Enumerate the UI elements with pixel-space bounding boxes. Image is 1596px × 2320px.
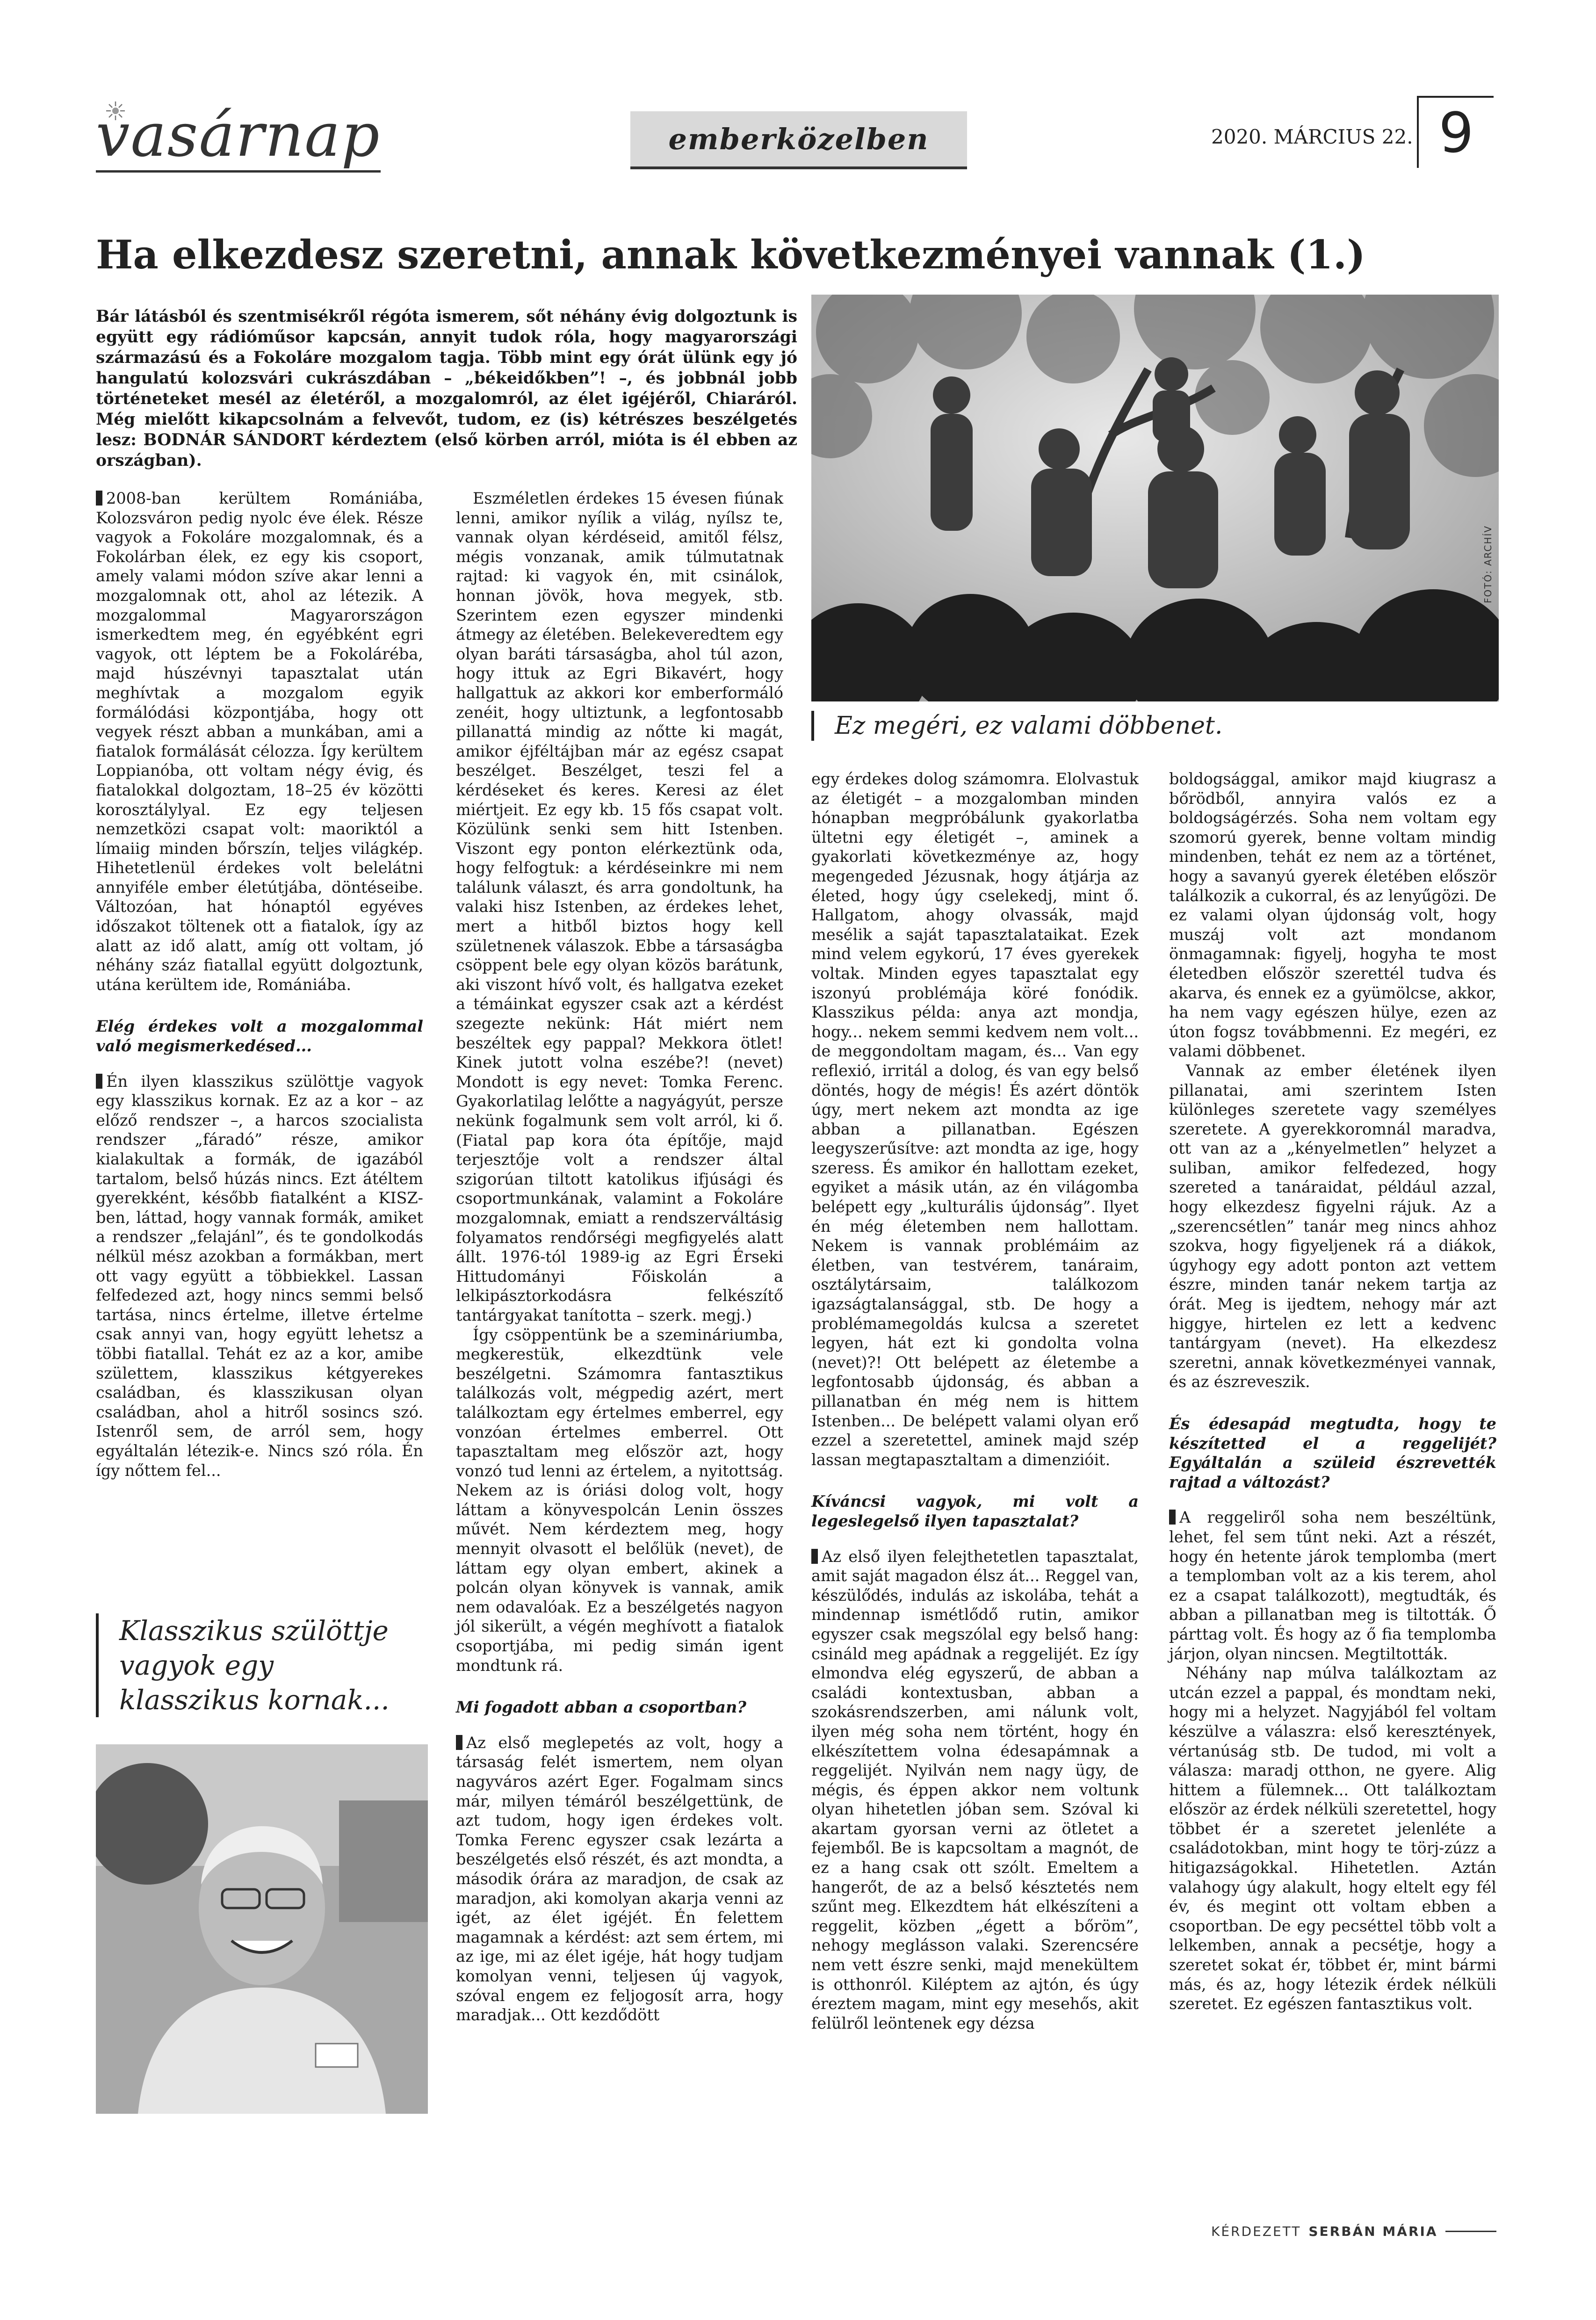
article-headline: Ha elkezdesz szeretni, annak következményei vannak (1.) [96,231,1365,278]
paragraph-marker-icon [96,1074,102,1089]
paragraph-marker-icon [1169,1510,1176,1525]
paragraph: boldogsággal, amikor majd kiugrasz a bőrödből, annyira valós ez a boldogságérzés. Soha nem voltam egy szomorú gyerek, benne voltam mindig mindenben, tehát ez nem az a történet, hogy a savanyú gyerek életében először találkozik a cukorral, és az lenyűgözi. De ez valami olyan újdonság volt, hogy muszáj volt azt mondanom önmagamnak: figyelj, hogyha te most életedben először szerettél tudva és akarva, és ennek ez a gyümölcse, akkor, ha nem vagy egészen hülye, ezen az úton fogsz továbbmenni. Ez megéri, ez valami döbbenet. [1169,770,1496,1061]
paragraph: egy érdekes dolog számomra. Elolvastuk az életigét – a mozgalomban minden hónapban megpróbálunk gyakorlatba ültetni egy életigét –, aminek a gyakorlati következménye az, hogy megengeded Jézusnak, hogy átjárja az életed, hogy úgy cselekedj, mint ő. Hallgatom, ahogy olvassák, majd mesélik a saját tapasztalataikat. Ezek mind velem egykorú, 17 éves gyerekek voltak. Minden egyes tapasztalat egy iszonyú problémája köré fonódik. Klasszikus példa: anya azt mondja, hogy... nekem semmi kedvem nem volt... de meggondoltam magam, és... Van egy reflexió, irritál a dolog, és van egy belső döntés, hogy de mégis! És azért döntök úgy, mert nekem azt mondta az ige abban a pillanatban. Egészen leegyszerűsítve: azt mondta az ige, hogy szeress. És amikor én hallottam ezeket, egyiket a másik után, az én világomba belépett egy „kulturális újdonság”. Ilyet én még életemben nem hallottam. Nekem is vannak problémáim az életben, van testvérem, tanáraim, osztálytársaim, találkozom igazságtalansággal, stb. De hogy a problémamegoldás kulcsa a szeretet legyen, hát ezt ki gondolta volna (nevet)?! Ott belépett az életembe a legfontosabb újdonság, és abban a pillanatban én még nem is hittem Istenben... De belépett valami olyan erő ezzel a szeretettel, aminek majd szép lassan megtapasztaltam a dimenzióit. [811,770,1139,1469]
author-name: SERBÁN MÁRIA [1308,2224,1438,2239]
photo-caption: Ez megéri, ez valami döbbenet. [811,711,1489,741]
column-2 [456,489,783,2025]
issue-date: 2020. MÁRCIUS 22. [1211,125,1413,148]
byline-rule [1445,2231,1496,2232]
paragraph-marker-icon [96,491,102,506]
group-photo [811,295,1499,701]
paragraph: Én ilyen klasszikus szülöttje vagyok egy klasszikus kornak. Ez az a kor – az előző rendszer –, a harcos szocialista rendszer „fáradó” része, amikor kialakultak a formák, de igazából tartalom, belső húzás nincs. Ezt átéltem gyerekként, később fiatalként a KISZ-ben, láttad, hogy vannak formák, amiket a rendszer „felajánl”, és te gondolkodás nélkül mész azokban a formákban, mert ott vagy együtt a többiekkel. Lassan felfedezed azt, hogy nincs semmi belső tartása, nincs értelme, illetve értelme csak annyi van, hogy együtt lehetsz a többi fiatallal. Tehát ez az a kor, amibe születtem, klasszikus kétgyerekes családban, és klasszikusan olyan családban, ahol a hitről sosincs szó. Istenről sem, de arról sem, hogy egyáltalán létezik-e. Nincs szó róla. Én így nőttem fel... [96,1072,423,1480]
paragraph: Az első ilyen felejthetetlen tapasztalat, amit saját magadon élsz át... Reggel van, készülődés, indulás az iskolába, tehát a mindennap ismétlődő rutin, amikor egyszer csak megszólal egy belső hang: csináld meg apádnak a reggelijét. Ez így elmondva elég egyszerű, de abban a családi kontextusban, abban a szokásrendszerben, ami nálunk volt, ilyen még soha nem történt, hogy én elkészítettem volna édesapámnak a reggelijét. Nyilván nem nagy ügy, de mégis, és éppen akkor nem voltunk olyan hihetetlen jóban sem. Szóval ki akartam gyorsan verni az ötletet a fejemből. Be is kapcsoltam a magnót, de ez a hang csak ott szólt. Emeltem a hangerőt, de az a belső késztetés nem szűnt meg. Elkezdtem hát elkészíteni a reggelit, közben „égett a bőröm”, nehogy meglásson valaki. Szerencsére nem vett észre senki, majd menekültem is otthonról. Kiléptem az ajtón, és úgy éreztem magam, mint egy mesehős, akit felülről leöntenek egy dézsa [811,1547,1139,2032]
column-3 [811,769,1139,2033]
paragraph: A reggeliről soha nem beszéltünk, lehet, fel sem tűnt neki. Azt a részét, hogy én hetente járok templomba (mert a templomban volt az a kis terem, ahol ez a csapat találkozott), megtudták, és abban a pillanatban meg is tiltották. Ő párttag volt. És hogy az ő fia templomba járjon, olyan nincsen. Megtiltották. [1169,1508,1496,1663]
author-byline [1211,2224,1496,2239]
column-4 [1169,769,1496,2014]
portrait-photo [96,1744,428,2114]
paragraph: Az első meglepetés az volt, hogy a társaság felét ismertem, nem olyan nagyváros azért Eger. Fogalmam sincs már, milyen témáról beszélgettünk, de azt tudom, hogy igen érdekes volt. Tomka Ferenc egyszer csak lezárta a beszélgetés első részét, és azt mondta, a második órára az maradjon, de csak az maradjon, aki komolyan akarja venni az igét, az élet igéjét. Én felettem magamnak a kérdést: azt sem értem, mi az ige, mi az élet igéje, hát hogy tudjam komolyan venni, teljesen új vagyok, szóval engem ez feljogosít arra, hogy maradjak... Ott kezdődött [456,1733,783,2024]
photo-credit: FOTÓ: ARCHÍV [1482,525,1494,603]
interview-question: Mi fogadott abban a csoportban? [456,1698,746,1717]
author-label: KÉRDEZETT [1211,2224,1301,2239]
article-lead: Bár látásból és szentmisékről régóta ismerem, sőt néhány évig dolgoztunk is együtt egy rádióműsor kapcsán, annyit tudok róla, hogy magyarországi származású és a Fokoláre mozgalom tagja. Több mint egy órát ülünk egy jó hangulatú kolozsvári cukrászdában – „békeidőkben”! –, és jobbnál jobb történeteket mesél az életéről, a mozgalomról, az élet igéjéről, Chiaráról. Még mielőtt kikapcsolnám a felvevőt, tudom, ez (is) kétrészes beszélgetés lesz: BODNÁR SÁNDORT kérdeztem (első körben arról, mióta is él ebben az országban). [96,307,797,470]
newspaper-title: vasárnap [96,101,381,170]
section-label: emberközelben [630,111,967,169]
interview-question: Kíváncsi vagyok, mi volt a legeslegelső ilyen tapasztalat? [811,1492,1139,1530]
paragraph: Vannak az ember életének ilyen pillanatai, ami szerintem Isten különleges szeretete vagy személyes szeretete. A gyerekkoromnál maradva, ott van az a „kényelmetlen” helyzet a suliban, amikor felfedezed, hogy szereted a tanáraidat, például azzal, hogy elkezdesz figyelni rájuk. Az a „szerencsétlen” tanár meg nincs ahhoz szokva, hogy figyeljenek rá a diákok, úgyhogy egy adott ponton azt vettem észre, minden tanár nekem tartja az órát. Meg is ijedtem, nehogy már azt higgye, hirtelen ez lett a kedvenc tantárgyam (nevet). Ha elkezdesz szeretni, annak következményei vannak, és az észreveszik. [1169,1061,1496,1391]
paragraph-marker-icon [456,1735,462,1750]
page-number: 9 [1417,96,1494,168]
column-1 [96,489,423,1480]
pull-quote: Klasszikus szülöttje vagyok egy klasszikus kornak... [96,1613,419,1717]
interview-question: És édesapád megtudta, hogy te készítetted el a reggelijét? Egyáltalán a szüleid észrevették rajtad a változást? [1169,1415,1496,1491]
interview-question: Elég érdekes volt a mozgalommal való megismerkedésed... [96,1017,423,1055]
paragraph: 2008-ban kerültem Romániába, Kolozsváron pedig nyolc éve élek. Része vagyok a Fokoláre mozgalomnak, és a Fokolárban élek, ez egy kis csoport, amely valami módon szíve akar lenni a mozgalomnak ott, ahol az létezik. A mozgalommal Magyarországon ismerkedtem meg, én egyébként egri vagyok, ott léptem be a Fokoláréba, majd húszévnyi tapasztalat után meghívtak a mozgalom egyik formálódási központjába, hogy ott vegyek részt abban a munkában, ami a fiatalok formálását célozza. Így kerültem Loppianóba, ott voltam négy évig, és fiatalokkal dolgoztam, 18–25 év közötti korosztálylyal. Ez egy teljesen nemzetközi csapat volt: maoriktól a límaiig minden bőrszín, teljes világkép. Hihetetlenül érdekes volt belelátni annyiféle ember életútjába, döntéseibe. Változóan, hat hónaptól egyéves időszakot töltenek ott a fiatalok, így az alatt az idő alatt, amíg ott voltam, jó néhány száz fiatallal együtt dolgoztunk, utána kerültem ide, Romániába. [96,489,423,994]
paragraph: Eszméletlen érdekes 15 évesen fiúnak lenni, amikor nyílik a világ, nyílsz te, vannak olyan kérdéseid, amitől félsz, mégis vonzanak, amik túlmutatnak rajtad: ki vagyok én, mit csinálok, honnan jövök, hova megyek, stb. Szerintem ezen egyszer mindenki átmegy az életében. Belekeveredtem egy olyan baráti társaságba, ahol túl azon, hogy ittuk az Egri Bikavért, hogy hallgattuk az akkori kor emberformáló zenéit, hogy ultiztunk, a legfontosabb pillanattá mindig az nőtte ki magát, amikor éjféltájban már az egész csapat beszélget. Beszélget, teszi fel a kérdéseket és keres. Keresi az élet miértjeit. Ez egy kb. 15 fős csapat volt. Közülünk senki sem hitt Istenben. Viszont egy ponton elérkeztünk oda, hogy felfogtuk: a kérdéseinkre mi nem találunk választ, és arra gondoltunk, ha valaki hisz Istenben, az érdekes lehet, mert a hitből biztos hogy kell születnenek válaszok. Ebbe a társaságba csöppent bele egy olyan közös barátunk, aki viszont hívő volt, és hallgatva ezeket a témáinkat egyszer csak azt a kérdést szegezte nekünk: Hát miért nem beszéltek egy pappal? Mekkora ötlet! Kinek jutott volna eszébe?! (nevet) Mondott is egy nevet: Tomka Ferenc. Gyakorlatilag lelőtte a nagyágyút, persze nekünk fogalmunk sem volt arról, ki ő. (Fiatal pap kora óta építője, majd terjesztője volt a rendszer által szigorúan tiltott katolikus ifjúsági és csoportmunkának, valamint a Fokoláre mozgalomnak, emiatt a rendszerváltásig folyamatos rendőrségi megfigyelés alatt állt. 1976-tól 1989-ig az Egri Érseki Hittudományi Főiskolán a lelkipásztorkodásra felkészítő tantárgyakat tanította – szerk. megj.) [456,489,783,1324]
paragraph: Így csöppentünk be a szemináriumba, megkerestük, elkezdtünk vele beszélgetni. Számomra fantasztikus találkozás volt, mégpedig azért, mert találkoztam egy értelmes emberrel, egy vonzóan értelmes emberrel. Ott tapasztaltam meg először azt, hogy vonzó tud lenni az értelem, a nyitottság. Nekem az is óriási dolog volt, hogy láttam a könyvespolcán Lenin összes művét. Nem kérdeztem meg, hogy mennyit olvasott el belőlük (nevet), de láttam egy olyan embert, akinek a polcán olyan könyvek is vannak, amik nem odavalóak. Ez a beszélgetés nagyon jól sikerült, a végén meghívott a fiatalok csoportjába, mi pedig simán igent mondtunk rá. [456,1325,783,1675]
paragraph: Néhány nap múlva találkoztam az utcán ezzel a pappal, és mondtam neki, hogy mi a helyzet. Nagyjából fel voltam készülve a válaszra: első keresztények, vértanúság stb. De tudod, mi volt a válasza: maradj otthon, ne gyere. Alig hittem a fülemnek... Ott találkoztam először az érdek nélküli szeretettel, hogy többet ér a szeretet jelenléte a családotokban, mint hogy te törj-zúzz a hitigazságokkal. Hihetetlen. Aztán valahogy úgy alakult, hogy eltelt egy fél év, és megint ott voltam ebben a csoportban. De egy pecséttel több volt a lelkemben, annak a pecsétje, hogy a szeretet sokat ér, többet ér, mint bármi más, és az, hogy létezik érdek nélküli szeretet. Ez egészen fantasztikus volt. [1169,1664,1496,2013]
paragraph-marker-icon [811,1549,818,1564]
